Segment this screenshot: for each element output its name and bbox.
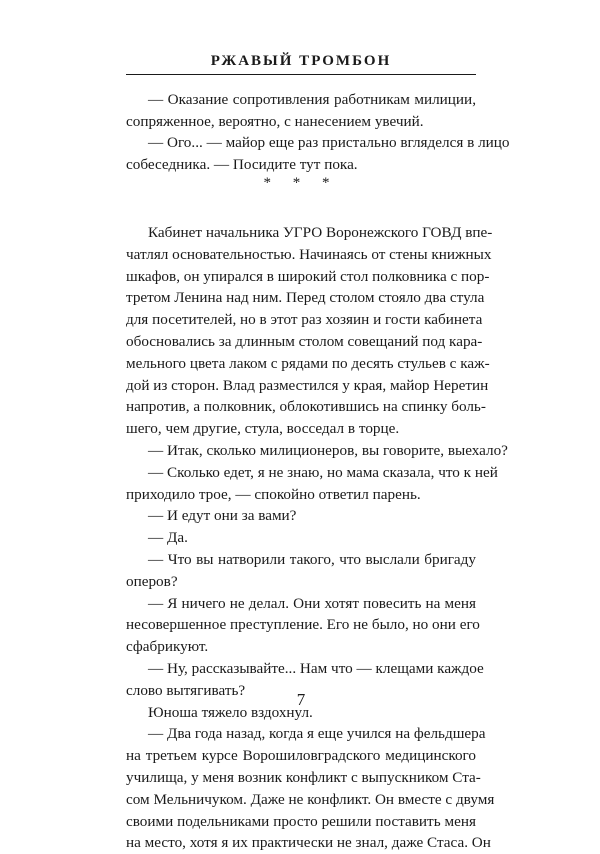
running-header: РЖАВЫЙ ТРОМБОН (210, 53, 392, 69)
section-separator: * * * (263, 175, 339, 191)
text-line: — Я ничего не делал. Они хотят повесить на меня (148, 594, 476, 612)
text-line: шего, чем другие, стула, восседал в торце. (126, 420, 400, 438)
text-line: собеседника. — Посидите тут пока. (126, 155, 358, 173)
text-line: напротив, а полковник, облокотившись на спинку боль- (126, 398, 486, 416)
text-line: для посетителей, но в этот раз хозяин и гости кабинета (126, 311, 483, 329)
header-rule (126, 74, 476, 75)
text-line: третом Ленина над ним. Перед столом стояло два стула (126, 289, 485, 307)
page-number: 7 (296, 690, 306, 709)
text-line: — Оказание сопротивления работникам милиции, (148, 91, 476, 108)
text-line: дой из сторон. Влад разместился у края, майор Неретин (126, 376, 489, 394)
text-line: — Итак, сколько милиционеров, вы говорите, выехало? (148, 441, 508, 459)
text-line: — Да. (148, 529, 188, 547)
text-line: — И едут они за вами? (148, 507, 297, 525)
text-line: своими подельниками просто решили поставить меня (126, 812, 476, 830)
text-line: — Ого... — майор еще раз пристально вгляделся в лицо (148, 134, 510, 152)
text-line: приходило трое, — спокойно ответил парень. (126, 485, 421, 503)
text-line: — Ну, рассказывайте... Нам что — клещами каждое (148, 659, 484, 677)
text-line: училища, у меня возник конфликт с выпускником Ста- (126, 768, 481, 786)
text-line: на третьем курсе Ворошиловградского медицинского (126, 747, 476, 765)
text-line: — Что вы натворили такого, что выслали бригаду (148, 550, 476, 568)
text-line: мельного цвета лаком с рядами по десять стульев с каж- (126, 354, 490, 372)
text-line: — Сколько едет, я не знаю, но мама сказала, что к ней (148, 463, 498, 481)
text-line: Юноша тяжело вздохнул. (148, 703, 313, 721)
text-line: сфабрикуют. (126, 638, 209, 656)
text-block-2 (126, 222, 508, 854)
text-line: сопряженное, вероятно, с нанесением увечий. (126, 112, 424, 130)
text-line: обосновались за длинным столом совещаний под кара- (126, 332, 483, 350)
text-line: чатлял основательностью. Начинаясь от стены книжных (126, 245, 492, 263)
text-block-1 (126, 89, 510, 175)
text-line: на место, хотя я их практически не знал, даже Стаса. Он (126, 834, 491, 852)
text-line: — Два года назад, когда я еще учился на фельдшера (148, 725, 486, 743)
text-line: шкафов, он упирался в широкий стол полковника с пор- (126, 267, 490, 285)
text-line: сом Мельничуком. Даже не конфликт. Он вместе с двумя (126, 790, 495, 808)
text-line: оперов? (126, 572, 178, 590)
text-line: несовершенное преступление. Его не было, но они его (126, 616, 480, 634)
text-line: слово вытягивать? (126, 681, 246, 699)
text-line: Кабинет начальника УГРО Воронежского ГОВД впе- (148, 224, 493, 241)
